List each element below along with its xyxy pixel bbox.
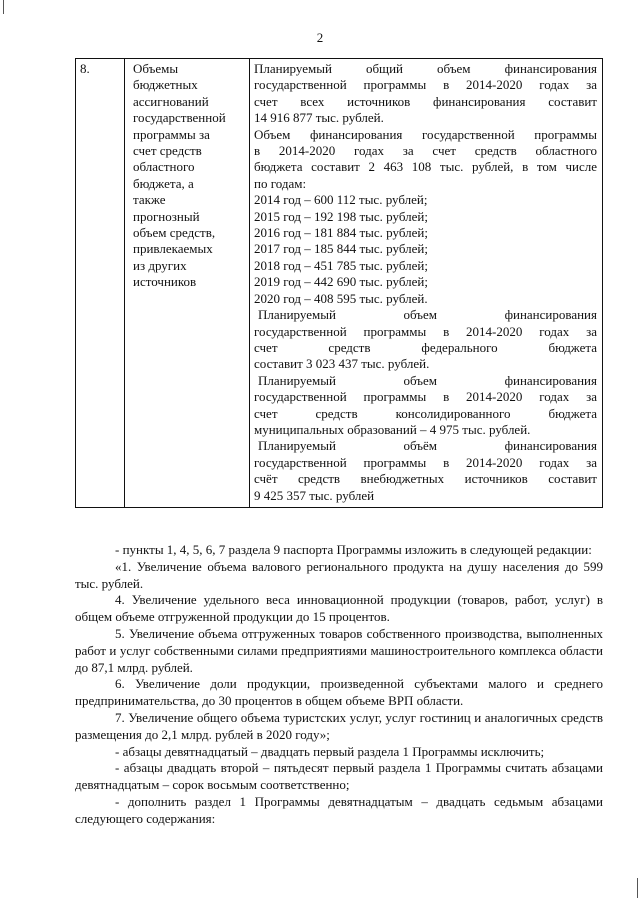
label-line: бюджетных [133,77,198,93]
row-content-cell [250,59,603,508]
list-item: «1. Увеличение объема валового регионального продукта на душу населения до 599 тыс. рублей. [75,558,603,591]
label-line: прогнозный [133,208,200,224]
row-label-cell [125,59,250,508]
table-row [76,59,603,508]
label-line: также [133,192,166,208]
content-line: Планируемый общий объем финансирования [254,61,597,76]
content-line: Планируемый объём финансирования [258,438,597,454]
content-line: государственной программы в 2014-2020 годах за [254,389,597,405]
row-number-cell [76,59,125,508]
yearly-funding-list [254,192,597,307]
label-line: программы за [133,126,210,142]
list-item: 6. Увеличение доли продукции, произведенной субъектами малого и среднего предпринимательства, до 30 процентов в общем объеме ВРП области. [75,676,603,709]
content-line: в 2014-2020 годах за счет средств областного [254,143,597,159]
row-number: 8. [80,61,90,76]
label-line: государственной [133,110,226,126]
total-funding-paragraph [254,61,597,127]
list-item: 4. Увеличение удельного веса инновационной продукции (товаров, работ, услуг) в общем объеме отгруженной продукции до 15 процентов. [75,592,603,625]
content-line: государственной программы в 2014-2020 годах за [254,323,597,339]
content-line: счет средств федерального бюджета [254,339,597,355]
label-line: из других [133,257,187,273]
label-line: объем средств, [133,225,216,241]
scan-margin-mark-right [637,878,638,898]
federal-budget-paragraph [254,307,597,373]
content-line: Планируемый объем финансирования [258,372,597,388]
list-item: 2014 год – 600 112 тыс. рублей; [254,192,428,208]
list-item: 2017 год – 185 844 тыс. рублей; [254,241,428,257]
content-line: счёт средств внебюджетных источников составит [254,471,597,487]
content-line: счет всех источников финансирования составит [254,93,597,109]
list-item: 2019 год – 442 690 тыс. рублей; [254,274,428,290]
content-line: 9 425 357 тыс. рублей [254,487,375,503]
content-line: муниципальных образований – 4 975 тыс. рублей. [254,421,531,437]
body-paragraph: - абзацы двадцать второй – пятьдесят первый раздела 1 Программы считать абзацами девятнадцатым – сорок восьмым соответственно; [75,760,603,793]
document-body [75,542,603,828]
list-item: 7. Увеличение общего объема туристских услуг, услуг гостиниц и аналогичных средств размещения до 2,1 млрд. рублей в 2020 году»; [75,709,603,742]
content-line: Объем финансирования государственной программы [254,126,597,142]
content-line: 14 916 877 тыс. рублей. [254,110,384,126]
label-line: ассигнований [133,93,209,109]
municipal-budget-paragraph [254,373,597,439]
content-line: составит 3 023 437 тыс. рублей. [254,356,430,372]
label-line: счет средств [133,143,202,159]
content-line: счет средств консолидированного бюджета [254,405,597,421]
label-line: областного [133,159,195,175]
list-item: 2015 год – 192 198 тыс. рублей; [254,208,428,224]
body-paragraph: - пункты 1, 4, 5, 6, 7 раздела 9 паспорта Программы изложить в следующей редакции: [115,542,592,557]
list-item: 2016 год – 181 884 тыс. рублей; [254,225,428,241]
regional-budget-paragraph [254,127,597,193]
label-line: привлекаемых [133,241,213,257]
content-line: государственной программы в 2014-2020 годах за [254,454,597,470]
list-item: 5. Увеличение объема отгруженных товаров собственного производства, выполненных работ и услуг собственными силами предприятиями машиностроительного комплекса области до 87,1 млрд. рублей. [75,625,603,675]
list-item: 2018 год – 451 785 тыс. рублей; [254,257,428,273]
content-line: государственной программы в 2014-2020 годах за [254,77,597,93]
label-line: бюджета, а [133,175,194,191]
content-line: по годам: [254,175,307,191]
scan-margin-mark-left [3,0,4,14]
label-line: источников [133,274,197,290]
body-paragraph: - абзацы девятнадцатый – двадцать первый раздела 1 Программы исключить; [115,743,545,759]
list-item: 2020 год – 408 595 тыс. рублей. [254,290,428,306]
label-line: Объемы [133,61,179,76]
extrabudgetary-paragraph [254,438,597,504]
passport-table [75,58,603,508]
content-line: бюджета составит 2 463 108 тыс. рублей, в том числе [254,159,597,175]
page-number: 2 [316,30,324,45]
body-paragraph: - дополнить раздел 1 Программы девятнадцатым – двадцать седьмым абзацами следующего содержания: [75,793,603,826]
content-line: Планируемый объем финансирования [258,307,597,323]
